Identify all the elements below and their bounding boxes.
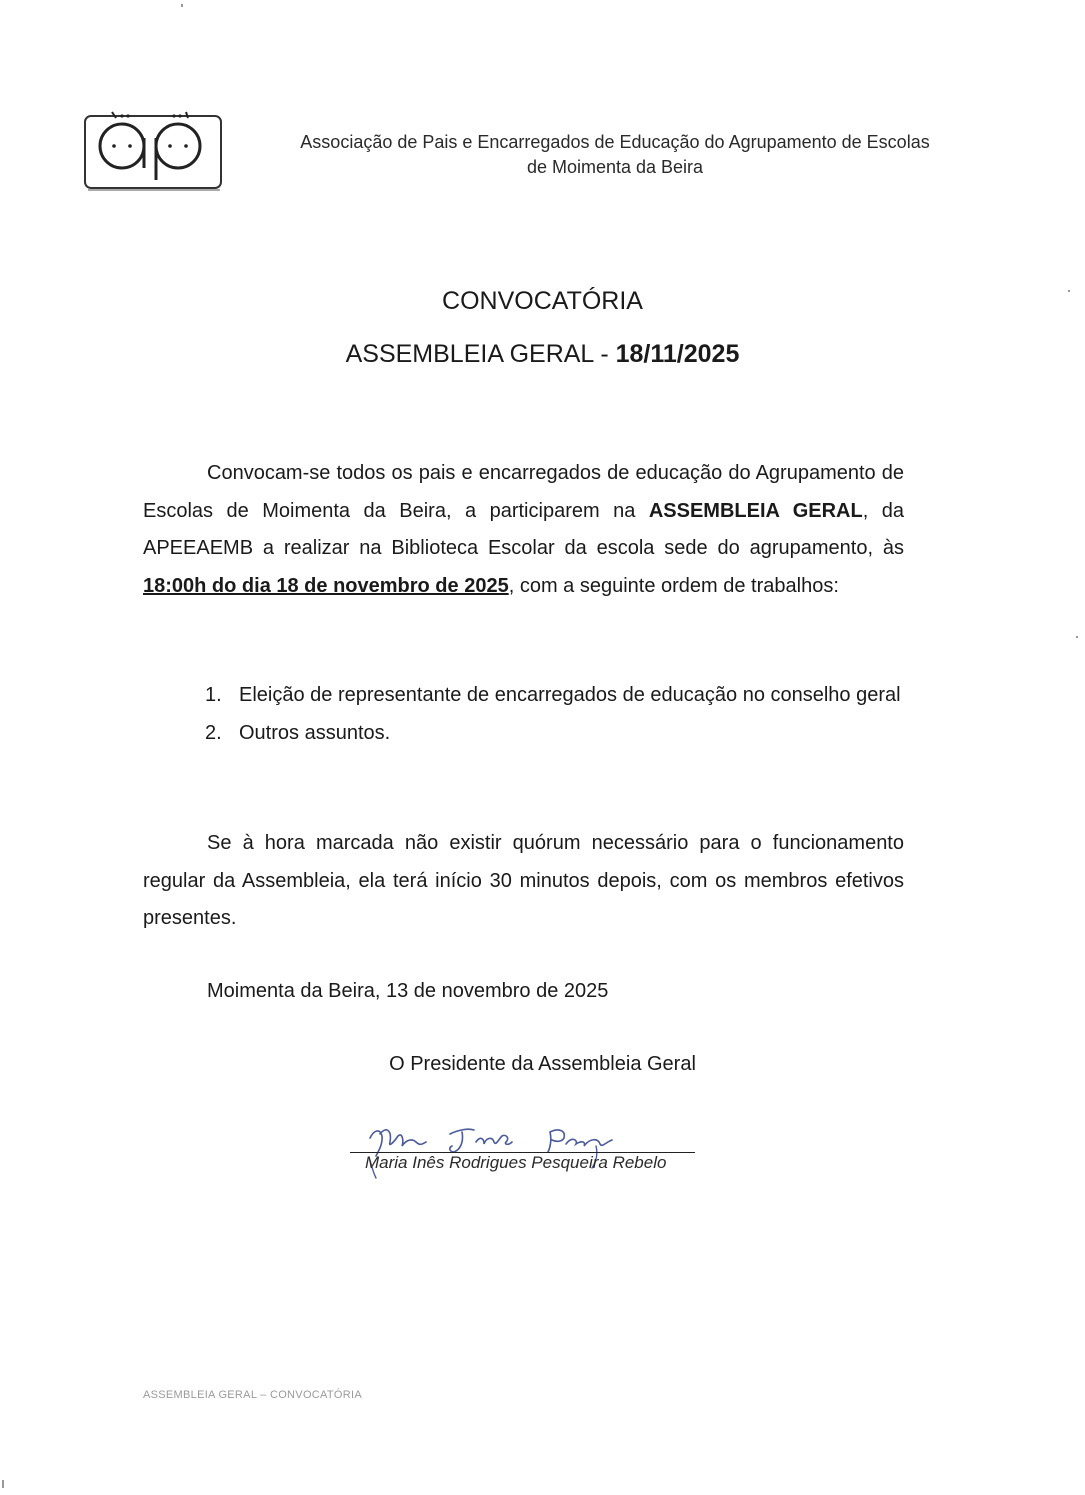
agenda-list xyxy=(205,677,905,752)
scan-speck xyxy=(181,4,183,7)
scan-speck xyxy=(2,1480,4,1488)
agenda-item-text: Outros assuntos. xyxy=(239,721,391,744)
quorum-paragraph: Se à hora marcada não existir quórum necessário para o funcionamento regular da Assembleia, ela terá início 30 minutos depois, com os membros efetivos presentes. xyxy=(143,832,904,929)
p1-text-a: Convocam-se todos os pais e encarregados de educação do Agrupamento de Escolas de Moimenta da Beira, a participarem na xyxy=(143,462,904,522)
meeting-date: 18/11/2025 xyxy=(615,340,740,368)
document-title: CONVOCATÓRIA xyxy=(442,287,643,315)
place-and-date: Moimenta da Beira, 13 de novembro de 2025 xyxy=(207,980,609,1002)
p1-bold-assembly: ASSEMBLEIA GERAL xyxy=(648,499,863,522)
subtitle-prefix: ASSEMBLEIA GERAL - xyxy=(345,340,616,368)
agenda-item xyxy=(205,715,905,753)
scan-speck xyxy=(1068,290,1070,292)
agenda-item-number: 1. xyxy=(205,684,222,706)
page-footer: ASSEMBLEIA GERAL – CONVOCATÓRIA xyxy=(143,1389,362,1401)
organization-name xyxy=(260,130,970,180)
signatory-role: O Presidente da Assembleia Geral xyxy=(389,1053,696,1075)
p1-text-c: , com a seguinte ordem de trabalhos: xyxy=(508,574,839,597)
agenda-item-text: Eleição de representante de encarregados de educação no conselho geral xyxy=(239,684,901,706)
convocation-paragraph xyxy=(143,455,904,605)
p1-meeting-time: 18:00h do dia 18 de novembro de 2025 xyxy=(143,574,509,597)
org-name-line-1: Associação de Pais e Encarregados de Educação do Agrupamento de Escolas xyxy=(300,132,930,152)
org-name-line-2: de Moimenta da Beira xyxy=(526,157,704,177)
scan-speck xyxy=(1076,636,1078,638)
association-logo xyxy=(82,110,224,192)
agenda-item xyxy=(205,677,905,715)
document-subtitle xyxy=(0,340,1085,369)
agenda-item-number: 2. xyxy=(205,721,222,744)
signatory-name: Maria Inês Rodrigues Pesqueira Rebelo xyxy=(365,1153,667,1172)
p1-text-b: , da APEEAEMB a realizar na Biblioteca Escolar da escola sede do agrupamento, às xyxy=(143,499,905,559)
